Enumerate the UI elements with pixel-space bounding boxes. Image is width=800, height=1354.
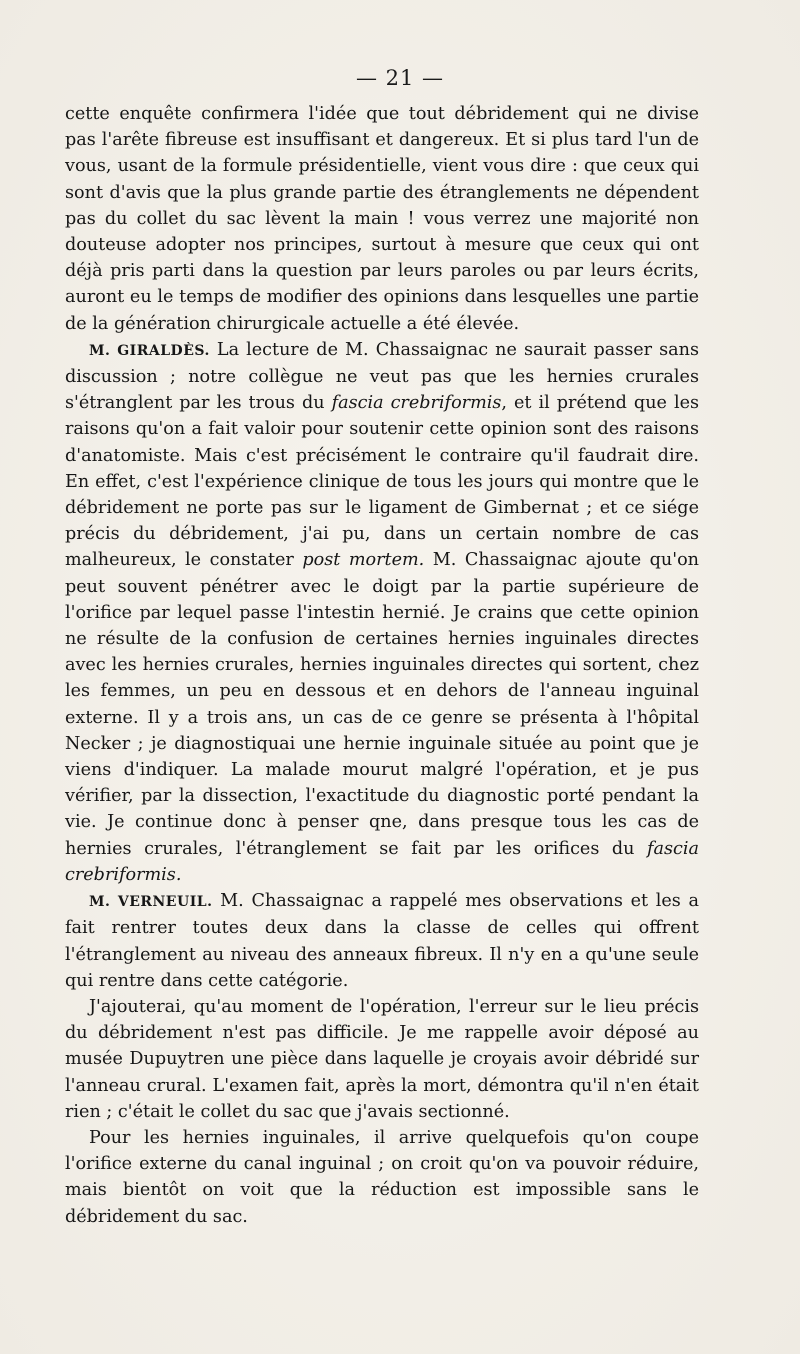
italic-run: post mortem. bbox=[302, 550, 425, 571]
paragraph bbox=[65, 994, 699, 1125]
paragraph bbox=[65, 337, 699, 888]
body-text bbox=[65, 101, 699, 1230]
text-run: Pour les hernies inguinales, il arrive quelquefois qu'on coupe l'orifice externe du canal inguinal ; on croit qu'on va pouvoir réduire, mais bientôt on voit que la réduction est impossible sans le débridement du sac. bbox=[65, 1127, 699, 1227]
italic-run: fascia crebriformis bbox=[331, 393, 502, 414]
text-run: M. Chassaignac ajoute qu'on peut souvent pénétrer avec le doigt par la partie supérieure de l'orifice par lequel passe l'intestin hernié. Je crains que cette opinion ne résulte de la confusion de certaines hernies inguinales directes avec les hernies crurales, hernies inguinales directes qui sortent, chez les femmes, un peu en dessous et en dehors de l'anneau inguinal externe. Il y a trois ans, un cas de ce genre se présenta à l'hôpital Necker ; je diagnostiquai une hernie inguinale située au point que je viens d'indiquer. La malade mourut malgré l'opération, et je pus vérifier, par la dissection, l'exactitude du diagnostic porté pendant la vie. Je continue donc à penser qne, dans presque tous les cas de hernies crurales, l'étranglement se fait par les orifices du bbox=[65, 550, 699, 859]
text-run: La lecture de M. Chassaignac ne saurait passer sans discussion ; notre collègue ne veut pas que les hernies crurales s'étranglent par les trous du bbox=[65, 339, 700, 414]
speaker-name: M. VERNEUIL. bbox=[89, 894, 213, 911]
italic-run: fascia crebriformis. bbox=[65, 838, 699, 885]
speaker-name: M. GIRALDÈS. bbox=[89, 342, 210, 359]
text-run: , et il prétend que les raisons qu'on a fait valoir pour soutenir cette opinion sont des raisons d'anatomiste. Mais c'est précisément le contraire qu'il faudrait dire. En effet, c'est l'expérience clinique de tous les jours qui montre que le débridement ne porte pas sur le ligament de Gimbernat ; et ce siége précis du débridement, j'ai pu, dans un certain nombre de cas malheureux, le constater bbox=[65, 393, 700, 571]
text-run: M. Chassaignac a rappelé mes observations et les a fait rentrer toutes deux dans la classe de celles qui offrent l'étranglement au niveau des anneaux fibreux. Il n'y en a qu'une seule qui rentre dans cette catégorie. bbox=[65, 891, 699, 991]
text-run: cette enquête confirmera l'idée que tout débridement qui ne divise pas l'arête fibreuse est insuffisant et dangereux. Et si plus tard l'un de vous, usant de la formule présidentielle, vient vous dire : que ceux qui sont d'avis que la plus grande partie des étranglements ne dépendent pas du collet du sac lèvent la main ! vous verrez une majorité non douteuse adopter nos principes, surtout à mesure que ceux qui ont déjà pris parti dans la question par leurs paroles ou par leurs écrits, auront eu le temps de modifier des opinions dans lesquelles une partie de la génération chirurgicale actuelle a été élevée. bbox=[65, 104, 699, 334]
paragraph bbox=[65, 888, 699, 994]
paragraph bbox=[65, 101, 699, 337]
paragraph bbox=[65, 1125, 699, 1230]
text-run: J'ajouterai, qu'au moment de l'opération, l'erreur sur le lieu précis du débridement n'est pas difficile. Je me rappelle avoir déposé au musée Dupuytren une pièce dans laquelle je croyais avoir débridé sur l'anneau crural. L'examen fait, après la mort, démontra qu'il n'en était rien ; c'était le collet du sac que j'avais sectionné. bbox=[65, 996, 699, 1122]
page-number: — 21 — bbox=[355, 66, 445, 90]
